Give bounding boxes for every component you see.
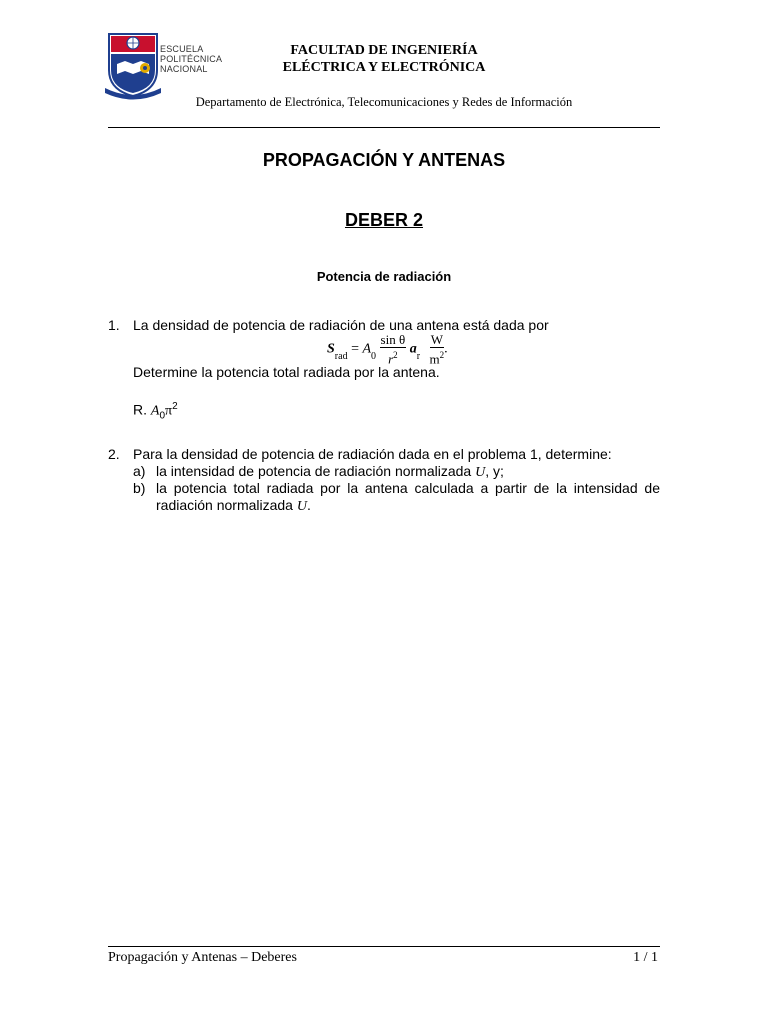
- problem-2b-label: b): [133, 480, 146, 496]
- problem-1-question: Determine la potencia total radiada por la antena.: [133, 364, 440, 380]
- problem-1-number: 1.: [108, 317, 120, 333]
- formula-unit-den-base: m: [429, 351, 440, 367]
- problem-2a-tail: , y;: [485, 463, 504, 479]
- section-title: Potencia de radiación: [316, 269, 452, 284]
- problem-1-intro: La densidad de potencia de radiación de una antena está dada por: [133, 317, 549, 333]
- problem-2b-line-2: [156, 497, 311, 515]
- problem-2a-label: a): [133, 463, 146, 479]
- faculty-line-1: FACULTAD DE INGENIERÍA: [290, 43, 478, 58]
- answer-label: R.: [133, 401, 147, 418]
- formula-frac-den-exp: 2: [393, 350, 398, 360]
- assignment-title: DEBER 2: [344, 210, 424, 230]
- problem-2a-symbol: U: [475, 465, 486, 480]
- formula-frac-num: sin θ: [380, 332, 406, 347]
- logo-line-3: NACIONAL: [160, 64, 208, 74]
- formula-coef-subscript: 0: [371, 350, 377, 362]
- problem-2-intro: Para la densidad de potencia de radiación dada en el problema 1, determine:: [133, 446, 612, 462]
- problem-2a: [156, 463, 504, 481]
- problem-2b-tail: .: [306, 497, 311, 513]
- course-title: PROPAGACIÓN Y ANTENAS: [262, 150, 506, 170]
- answer-pi: π: [165, 403, 173, 419]
- footer-left: Propagación y Antenas – Deberes: [108, 950, 297, 965]
- formula-end: .: [444, 341, 448, 357]
- formula-units: [430, 333, 445, 366]
- logo-line-1: ESCUELA: [160, 44, 204, 54]
- formula-unit-vector: a: [409, 341, 417, 357]
- formula-coef: A: [362, 341, 372, 357]
- faculty-heading: [230, 42, 538, 76]
- formula-fraction: [380, 333, 407, 366]
- answer-coef: A: [150, 403, 160, 419]
- formula-frac-den-var: r: [388, 351, 394, 367]
- logo-line-2: POLITÉCNICA: [160, 54, 223, 64]
- page-number: 1 / 1: [633, 950, 658, 965]
- footer-divider: [108, 946, 660, 947]
- formula-s-subscript: rad: [334, 350, 348, 362]
- formula-unit-num: W: [430, 332, 443, 347]
- problem-1-formula: [327, 333, 448, 366]
- problem-2b-text: radiación normalizada: [156, 497, 293, 513]
- problem-2b-symbol: U: [296, 499, 307, 514]
- answer-exp: 2: [172, 401, 178, 412]
- formula-equals: =: [351, 341, 359, 357]
- problem-2-number: 2.: [108, 446, 120, 462]
- department-name: Departamento de Electrónica, Telecomunicaciones y Redes de Información: [195, 95, 573, 109]
- problem-2b-line-1: la potencia total radiada por la antena calculada a partir de la intensidad de: [156, 480, 660, 496]
- answer-sub: 0: [159, 410, 166, 422]
- formula-unit-den-exp: 2: [439, 350, 445, 360]
- header-divider: [108, 127, 660, 128]
- formula-s: S: [327, 341, 335, 357]
- formula-unit-vector-subscript: r: [416, 350, 421, 362]
- problem-1-answer: [133, 398, 178, 424]
- problem-2a-text: la intensidad de potencia de radiación normalizada: [156, 463, 472, 479]
- faculty-line-2: ELÉCTRICA Y ELECTRÓNICA: [282, 60, 486, 75]
- logo-wordmark: [160, 44, 222, 74]
